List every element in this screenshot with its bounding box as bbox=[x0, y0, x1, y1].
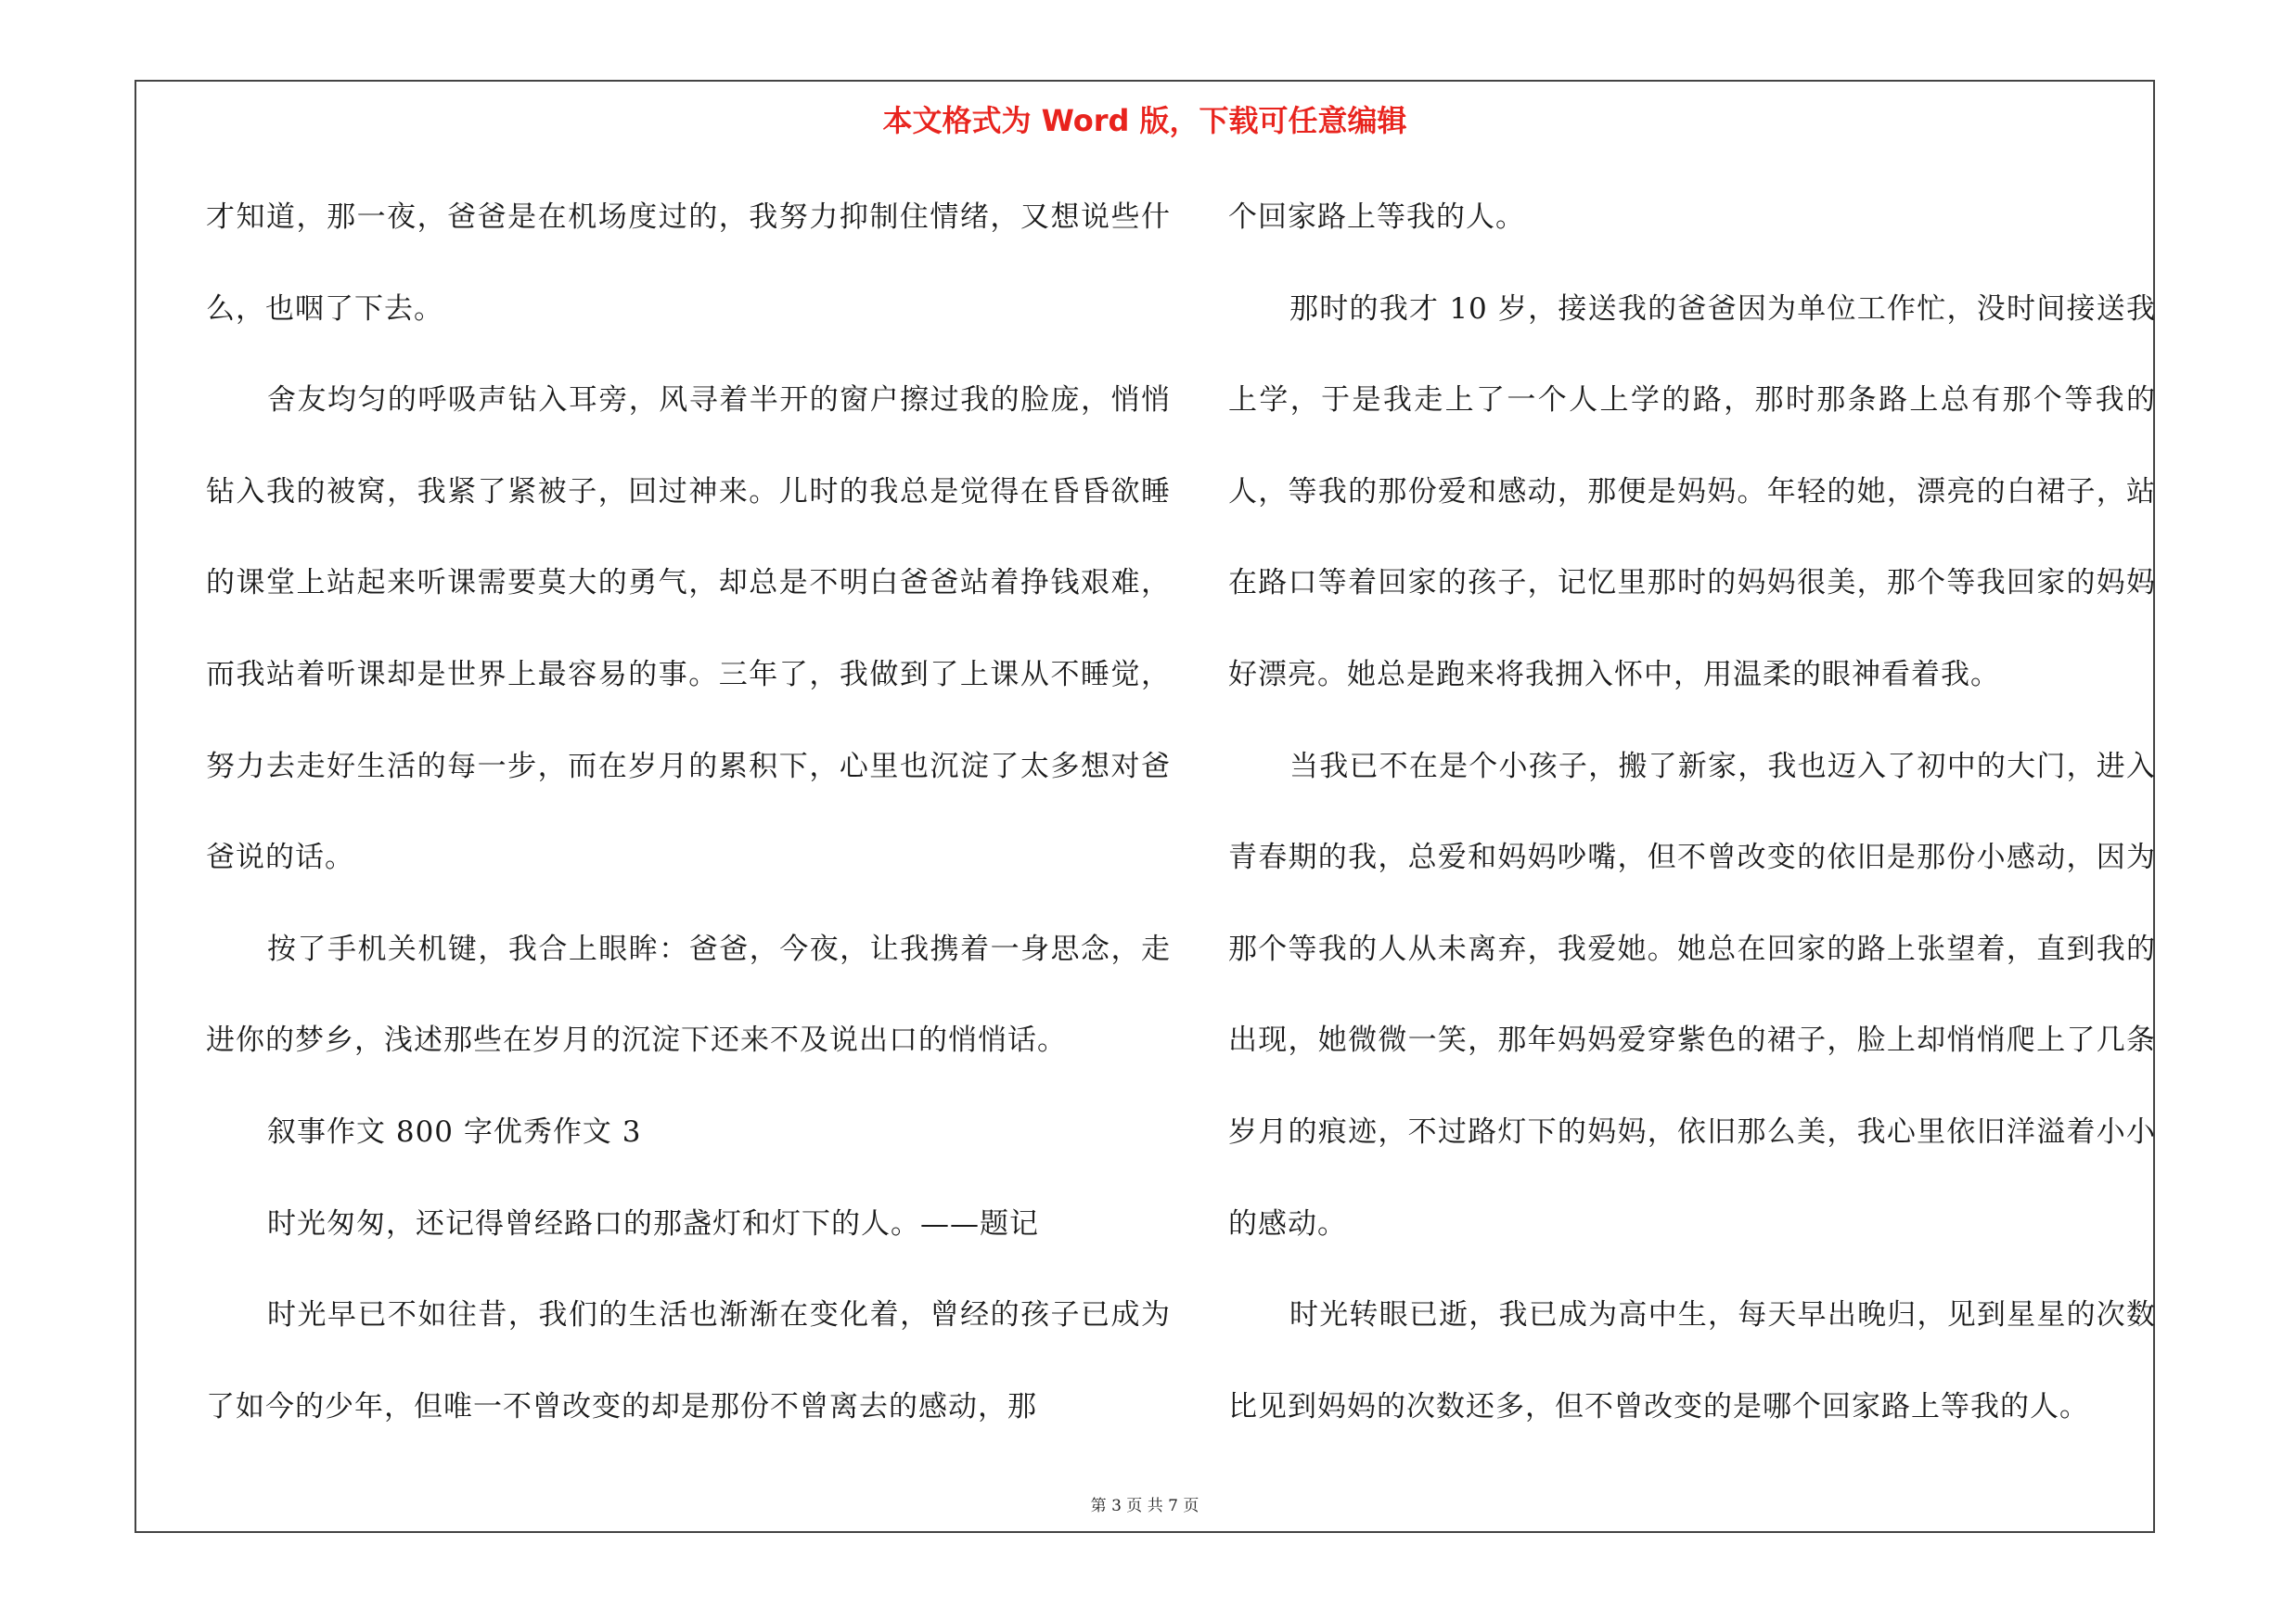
paragraph: 那时的我才 10 岁，接送我的爸爸因为单位工作忙，没时间接送我上学，于是我走上了一个人上学的路，那时那条路上总有那个等我的人，等我的那份爱和感动，那便是妈妈。年轻的她，漂亮的白裙子，站在路口等着回家的孩子，记忆里那时的妈妈很美，那个等我回家的妈妈好漂亮。她总是跑来将我拥入怀中，用温柔的眼神看着我。 bbox=[1228, 291, 2156, 691]
epigraph: 时光匆匆，还记得曾经路口的那盏灯和灯下的人。——题记 bbox=[267, 1206, 1039, 1241]
right-column bbox=[1228, 172, 2156, 1452]
left-column bbox=[206, 172, 1171, 1452]
page-number-footer: 第 3 页 共 7 页 bbox=[1090, 1497, 1199, 1515]
page-frame bbox=[135, 80, 2155, 1533]
paragraph: 时光转眼已逝，我已成为高中生，每天早出晚归，见到星星的次数比见到妈妈的次数还多，但不曾改变的是哪个回家路上等我的人。 bbox=[1228, 1298, 2156, 1423]
paragraph: 舍友均匀的呼吸声钻入耳旁，风寻着半开的窗户擦过我的脸庞，悄悄钻入我的被窝，我紧了紧被子，回过神来。儿时的我总是觉得在昏昏欲睡的课堂上站起来听课需要莫大的勇气，却总是不明白爸爸站着挣钱艰难，而我站着听课却是世界上最容易的事。三年了，我做到了上课从不睡觉，努力去走好生活的每一步，而在岁月的累积下，心里也沉淀了太多想对爸爸说的话。 bbox=[206, 383, 1171, 875]
document-banner: 本文格式为 Word 版，下载可任意编辑 bbox=[882, 103, 1407, 138]
paragraph: 个回家路上等我的人。 bbox=[1228, 200, 1525, 234]
paragraph: 才知道，那一夜，爸爸是在机场度过的，我努力抑制住情绪，又想说些什么，也咽了下去。 bbox=[206, 200, 1171, 326]
paragraph: 时光早已不如往昔，我们的生活也渐渐在变化着，曾经的孩子已成为了如今的少年，但唯一不曾改变的却是那份不曾离去的感动，那 bbox=[206, 1298, 1171, 1423]
paragraph: 当我已不在是个小孩子，搬了新家，我也迈入了初中的大门，进入青春期的我，总爱和妈妈吵嘴，但不曾改变的依旧是那份小感动，因为那个等我的人从未离弃，我爱她。她总在回家的路上张望着，直到我的出现，她微微一笑，那年妈妈爱穿紫色的裙子，脸上却悄悄爬上了几条岁月的痕迹，不过路灯下的妈妈，依旧那么美，我心里依旧洋溢着小小的感动。 bbox=[1228, 749, 2156, 1241]
section-heading: 叙事作文 800 字优秀作文 3 bbox=[267, 1114, 642, 1149]
paragraph: 按了手机关机键，我合上眼眸：爸爸，今夜，让我携着一身思念，走进你的梦乡，浅述那些在岁月的沉淀下还来不及说出口的悄悄话。 bbox=[206, 932, 1171, 1058]
